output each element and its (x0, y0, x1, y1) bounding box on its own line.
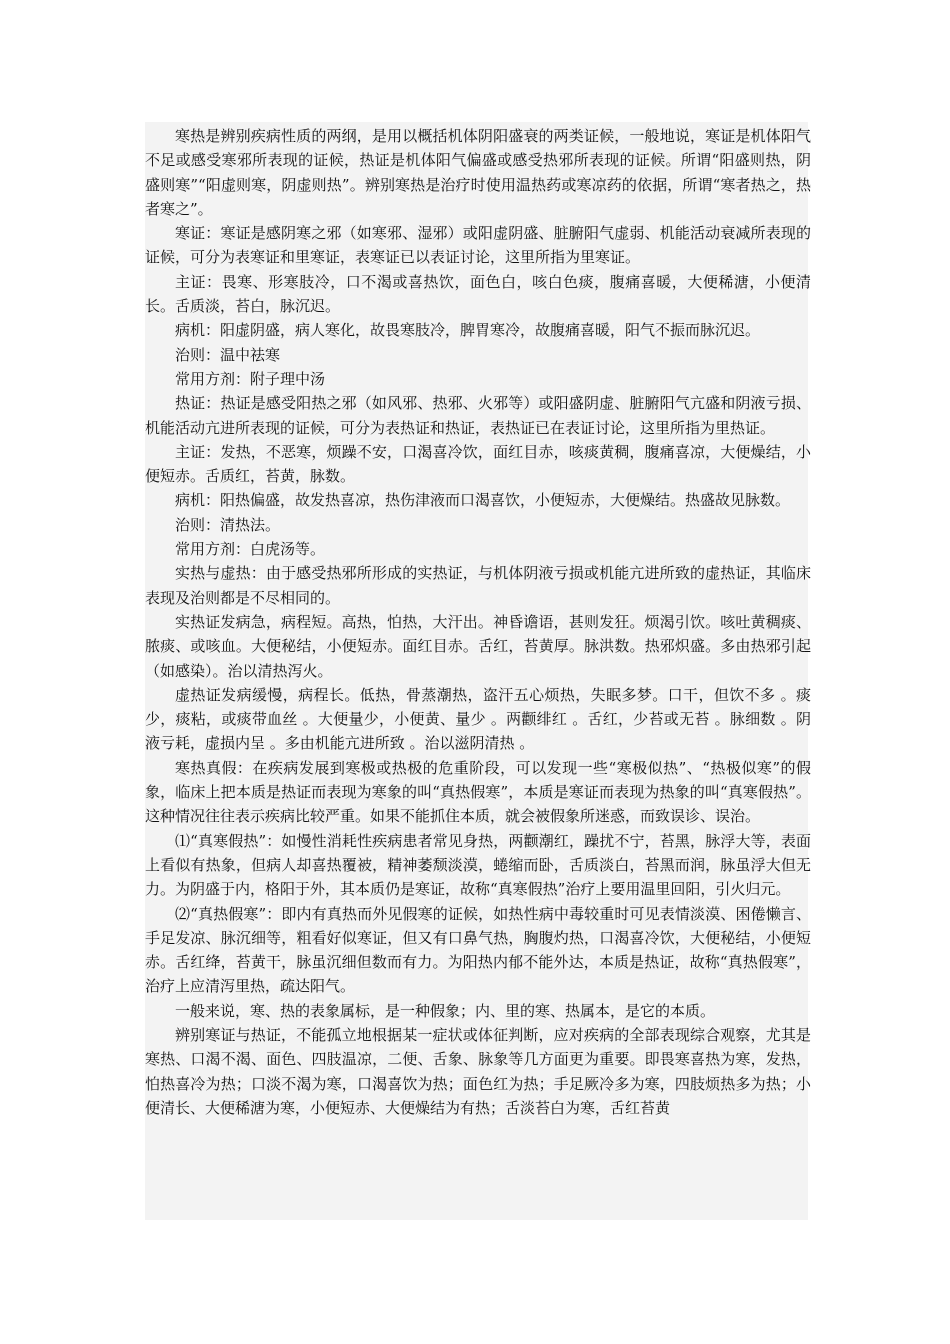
paragraph-heat-pathogenesis: 病机：阳热偏盛，故发热喜凉，热伤津液而口渴喜饮，小便短赤，大便燥结。热盛故见脉数。 (175, 491, 791, 510)
paragraph-differentiation: 辨别寒证与热证，不能孤立地根据某一症状或体征判断，应对疾病的全部表现综合观察，尤其是寒热、口渴不渴、面色、四肢温凉，二便、舌象、脉象等几方面更为重要。即畏寒喜热为寒，发热，怕热喜冷为热；口淡不渴为寒，口渴喜饮为热；面色红为热；手足厥冷多为寒，四肢烦热多为热；小便清长、大便稀溏为寒，小便短赤、大便燥结为有热；舌淡苔白为寒，舌红苔黄 (145, 1025, 811, 1117)
paragraph-excess-deficiency-heat: 实热与虚热：由于感受热邪所形成的实热证，与机体阴液亏损或机能亢进所致的虚热证，其临床表现及治则都是不尽相同的。 (145, 564, 811, 607)
paragraph-true-heat-false-cold: ⑵“真热假寒”：即内有真热而外见假寒的证候，如热性病中毒较重时可见表情淡漠、困倦懒言、手足发凉、脉沉细等，粗看好似寒证，但又有口鼻气热，胸腹灼热，口渴喜冷饮，大便秘结，小便短赤。舌红绛，苔黄干，脉虽沉细但数而有力。为阳热内郁不能外达，本质是热证，故称“真热假寒”，治疗上应清泻里热，疏达阳气。 (145, 904, 811, 996)
paragraph-cold-prescription: 常用方剂：附子理中汤 (175, 369, 326, 388)
paragraph-true-false: 寒热真假：在疾病发展到寒极或热极的危重阶段，可以发现一些“寒极似热”、“热极似寒”的假象，临床上把本质是热证而表现为寒象的叫“真热假寒”，本质是寒证而表现为热象的叫“真寒假热”。这种情况往往表示疾病比较严重。如果不能抓住本质，就会被假象所迷惑，而致误诊、误治。 (145, 758, 811, 826)
paragraph-deficiency-heat: 虚热证发病缓慢，病程长。低热，骨蒸潮热，盗汗五心烦热，失眠多梦。口干，但饮不多 。痰少，痰粘，或痰带血丝 。大便量少，小便黄、量少 。两颧绯红 。舌红，少苔或无苔 。脉细数 。阴液亏耗，虚损内呈 。多由机能亢进所致 。治以滋阴清热 。 (145, 685, 811, 753)
paragraph-heat-treatment: 治则：清热法。 (175, 515, 281, 534)
paragraph-heat-symptoms: 主证：发热，不恶寒，烦躁不安，口渴喜冷饮，面红目赤，咳痰黄稠，腹痛喜凉，大便燥结，小便短赤。舌质红，苔黄，脉数。 (145, 442, 811, 486)
document-body (145, 124, 811, 1120)
paragraph-true-cold-false-heat: ⑴“真寒假热”：如慢性消耗性疾病患者常见身热，两颧潮红，躁扰不宁，苔黑，脉浮大等，表面上看似有热象，但病人却喜热覆被，精神萎颓淡漠，蜷缩而卧，舌质淡白，苔黑而润，脉虽浮大但无力。为阴盛于内，格阳于外，其本质仍是寒证，故称“真寒假热”治疗上要用温里回阳，引火归元。 (145, 831, 811, 899)
paragraph-cold-symptoms: 主证：畏寒、形寒肢冷，口不渴或喜热饮，面色白，咳白色痰，腹痛喜暖，大便稀溏，小便清长。舌质淡，苔白，脉沉迟。 (145, 272, 811, 316)
paragraph-intro: 寒热是辨别疾病性质的两纲，是用以概括机体阴阳盛衰的两类证候，一般地说，寒证是机体阳气不足或感受寒邪所表现的证候，热证是机体阳气偏盛或感受热邪所表现的证候。所谓“阳盛则热，阴盛则寒”“阳虚则寒，阴虚则热”。辨别寒热是治疗时使用温热药或寒凉药的依据，所谓“寒者热之，热者寒之”。 (145, 127, 811, 218)
paragraph-cold-syndrome: 寒证：寒证是感阴寒之邪（如寒邪、湿邪）或阳虚阴盛、脏腑阳气虚弱、机能活动衰减所表现的证候，可分为表寒证和里寒证，表寒证已以表证讨论，这里所指为里寒证。 (145, 224, 811, 267)
paragraph-heat-prescription: 常用方剂：白虎汤等。 (175, 540, 326, 559)
paragraph-excess-heat: 实热证发病急，病程短。高热，怕热，大汗出。神昏谵语，甚则发狂。烦渴引饮。咳吐黄稠痰、脓痰、或咳血。大便秘结，小便短赤。面红目赤。舌红，苔黄厚。脉洪数。热邪炽盛。多由热邪引起（如感染）。治以清热泻火。 (145, 612, 811, 680)
paragraph-cold-pathogenesis: 病机：阳虚阴盛，病人寒化，故畏寒肢冷，脾胃寒冷，故腹痛喜暖，阳气不振而脉沉迟。 (175, 321, 761, 340)
paragraph-general-note: 一般来说，寒、热的表象属标，是一种假象；内、里的寒、热属本，是它的本质。 (175, 1001, 716, 1020)
paragraph-heat-syndrome: 热证：热证是感受阳热之邪（如风邪、热邪、火邪等）或阳盛阴虚、脏腑阳气亢盛和阴液亏损、机能活动亢进所表现的证候，可分为表热证和热证，表热证已在表证讨论，这里所指为里热证。 (145, 394, 811, 437)
paragraph-cold-treatment: 治则：温中祛寒 (175, 345, 281, 364)
